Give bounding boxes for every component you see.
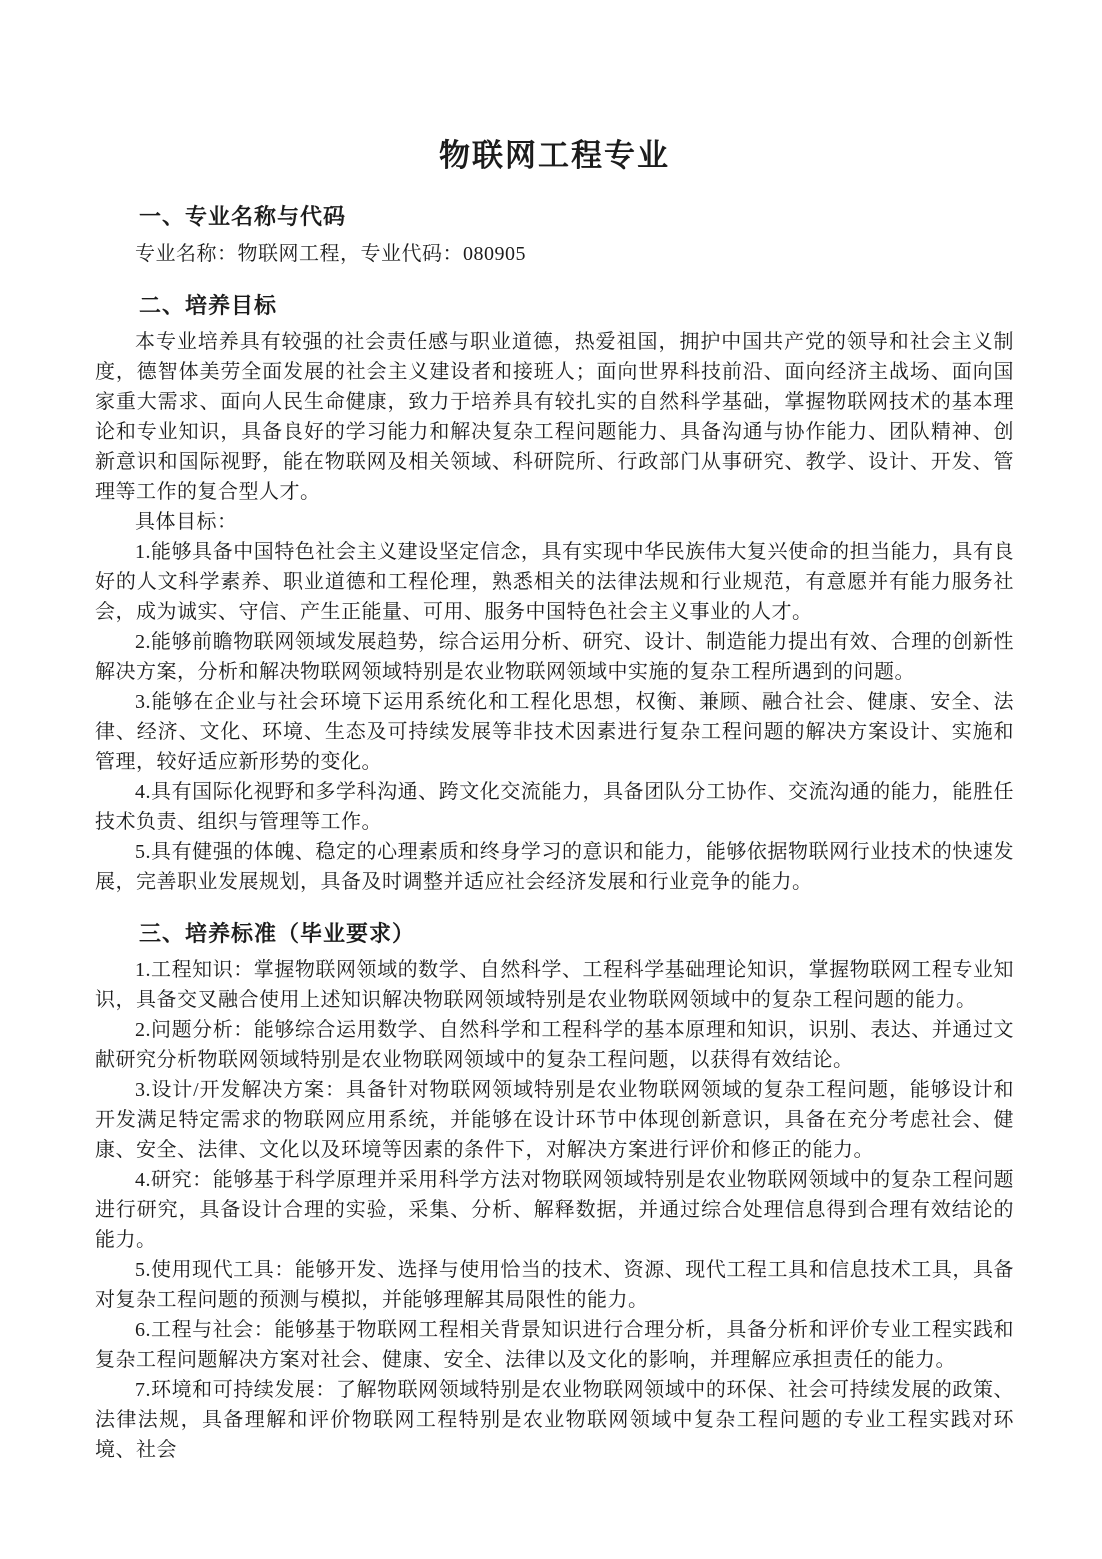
paragraph: 3.设计/开发解决方案：具备针对物联网领域特别是农业物联网领域的复杂工程问题，能够设计和开发满足特定需求的物联网应用系统，并能够在设计环节中体现创新意识，具备在充分考虑社会、健康、安全、法律、文化以及环境等因素的条件下，对解决方案进行评价和修正的能力。	[95, 1079, 1014, 1162]
paragraph: 2.问题分析：能够综合运用数学、自然科学和工程科学的基本原理和知识，识别、表达、并通过文献研究分析物联网领域特别是农业物联网领域中的复杂工程问题，以获得有效结论。	[95, 1019, 1014, 1072]
section-graduation-requirements	[95, 921, 1014, 1465]
paragraph: 4.研究：能够基于科学原理并采用科学方法对物联网领域特别是农业物联网领域中的复杂工程问题进行研究，具备设计合理的实验，采集、分析、解释数据，并通过综合处理信息得到合理有效结论的能力。	[95, 1169, 1014, 1252]
paragraph: 本专业培养具有较强的社会责任感与职业道德，热爱祖国，拥护中国共产党的领导和社会主义制度，德智体美劳全面发展的社会主义建设者和接班人；面向世界科技前沿、面向经济主战场、面向国家重大需求、面向人民生命健康，致力于培养具有较扎实的自然科学基础，掌握物联网技术的基本理论和专业知识，具备良好的学习能力和解决复杂工程问题能力、具备沟通与协作能力、团队精神、创新意识和国际视野，能在物联网及相关领域、科研院所、行政部门从事研究、教学、设计、开发、管理等工作的复合型人才。	[95, 330, 1014, 503]
section-name-and-code	[95, 204, 1014, 268]
section-training-objectives	[95, 293, 1014, 897]
section-heading: 二、培养目标	[139, 292, 278, 318]
paragraph: 1.能够具备中国特色社会主义建设坚定信念，具有实现中华民族伟大复兴使命的担当能力，具有良好的人文科学素养、职业道德和工程伦理，熟悉相关的法律法规和行业规范，有意愿并有能力服务社会，成为诚实、守信、产生正能量、可用、服务中国特色社会主义事业的人才。	[95, 540, 1014, 623]
paragraph: 2.能够前瞻物联网领域发展趋势，综合运用分析、研究、设计、制造能力提出有效、合理的创新性解决方案，分析和解决物联网领域特别是农业物联网领域中实施的复杂工程所遇到的问题。	[95, 630, 1014, 683]
paragraph: 具体目标：	[135, 510, 238, 533]
paragraph: 专业名称：物联网工程，专业代码：080905	[135, 242, 526, 265]
paragraph: 6.工程与社会：能够基于物联网工程相关背景知识进行合理分析，具备分析和评价专业工程实践和复杂工程问题解决方案对社会、健康、安全、法律以及文化的影响，并理解应承担责任的能力。	[95, 1319, 1014, 1372]
paragraph: 7.环境和可持续发展：了解物联网领域特别是农业物联网领域中的环保、社会可持续发展的政策、法律法规，具备理解和评价物联网工程特别是农业物联网领域中复杂工程问题的专业工程实践对环境、社会	[95, 1379, 1014, 1462]
paragraph: 5.使用现代工具：能够开发、选择与使用恰当的技术、资源、现代工程工具和信息技术工具，具备对复杂工程问题的预测与模拟，并能够理解其局限性的能力。	[95, 1259, 1014, 1312]
paragraph: 4.具有国际化视野和多学科沟通、跨文化交流能力，具备团队分工协作、交流沟通的能力，能胜任技术负责、组织与管理等工作。	[95, 780, 1014, 833]
section-heading: 一、专业名称与代码	[139, 204, 347, 230]
section-heading: 三、培养标准（毕业要求）	[139, 920, 416, 946]
page-title: 物联网工程专业	[439, 138, 670, 173]
paragraph: 5.具有健强的体魄、稳定的心理素质和终身学习的意识和能力，能够依据物联网行业技术的快速发展，完善职业发展规划，具备及时调整并适应社会经济发展和行业竞争的能力。	[95, 840, 1014, 893]
paragraph: 1.工程知识：掌握物联网领域的数学、自然科学、工程科学基础理论知识，掌握物联网工程专业知识，具备交叉融合使用上述知识解决物联网领域特别是农业物联网领域中的复杂工程问题的能力。	[95, 959, 1014, 1012]
paragraph: 3.能够在企业与社会环境下运用系统化和工程化思想，权衡、兼顾、融合社会、健康、安全、法律、经济、文化、环境、生态及可持续发展等非技术因素进行复杂工程问题的解决方案设计、实施和管理，较好适应新形势的变化。	[95, 690, 1014, 773]
